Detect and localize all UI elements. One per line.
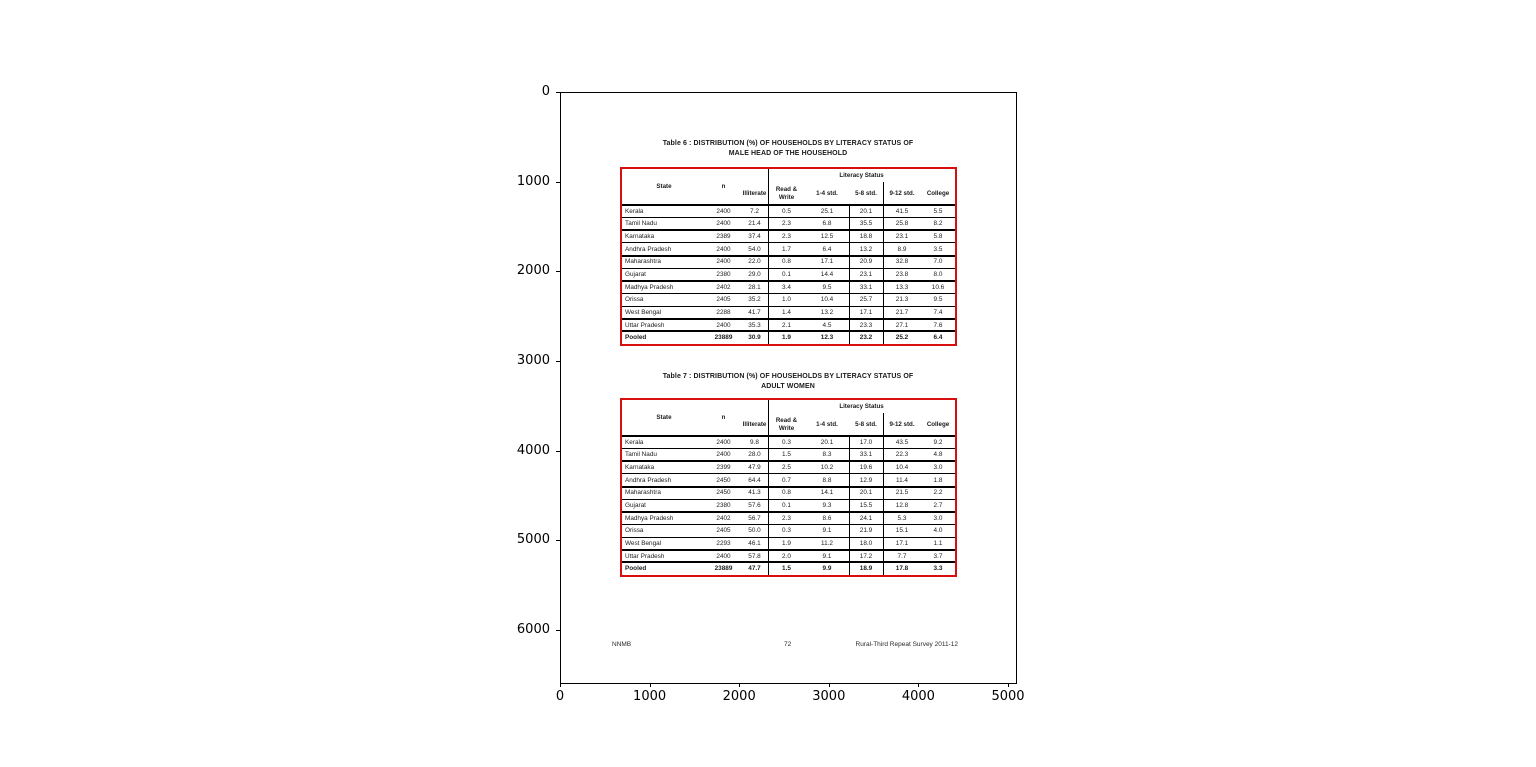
state-cell: Gujarat <box>625 270 646 278</box>
value-cell: 8.0 <box>933 270 943 278</box>
value-cell: 4.0 <box>933 527 943 535</box>
value-cell: 5.5 <box>933 207 943 215</box>
value-cell: 23.3 <box>859 321 873 329</box>
value-cell: 0.8 <box>782 489 791 497</box>
value-cell: 2400 <box>716 451 731 459</box>
value-cell: 41.7 <box>748 308 761 316</box>
value-cell: 28.0 <box>748 451 761 459</box>
table-row <box>622 319 955 332</box>
value-cell: 5.3 <box>897 514 907 522</box>
table-row <box>622 537 955 550</box>
state-cell: Andhra Pradesh <box>625 245 672 253</box>
column-header-read-write: Read & Write <box>775 186 798 201</box>
value-cell: 6.4 <box>933 334 943 342</box>
value-cell: 14.1 <box>820 489 834 497</box>
column-header-state: State <box>656 183 672 191</box>
table-row <box>622 205 955 218</box>
value-cell: 3.0 <box>933 464 943 472</box>
value-cell: 2400 <box>716 258 731 266</box>
y-tick-label: 0 <box>541 84 550 99</box>
table-row <box>622 524 955 537</box>
value-cell: 6.8 <box>822 220 832 228</box>
x-tick-label: 1000 <box>633 689 667 704</box>
column-header-n: n <box>721 183 726 191</box>
table6-title-line2: MALE HEAD OF THE HOUSEHOLD <box>728 149 848 157</box>
table-row <box>622 512 955 525</box>
value-cell: 18.0 <box>859 539 873 547</box>
value-cell: 2405 <box>716 296 731 304</box>
state-cell: Orissa <box>625 296 644 304</box>
value-cell: 17.1 <box>859 308 873 316</box>
table-row <box>622 268 955 281</box>
footer-right: Rural-Third Repeat Survey 2011-12 <box>855 641 958 648</box>
value-cell: 20.1 <box>859 207 873 215</box>
value-cell: 47.9 <box>748 464 761 472</box>
value-cell: 23.1 <box>859 270 873 278</box>
state-cell: Karnataka <box>625 464 655 472</box>
table7-title-line2: ADULT WOMEN <box>761 382 815 390</box>
table-row <box>622 218 955 231</box>
value-cell: 13.3 <box>895 283 909 291</box>
x-tick-label: 0 <box>555 689 565 704</box>
value-cell: 23.1 <box>895 233 909 241</box>
value-cell: 2293 <box>716 539 731 547</box>
y-tick-label: 3000 <box>516 352 550 368</box>
value-cell: 2389 <box>716 233 731 241</box>
value-cell: 0.3 <box>782 438 791 446</box>
x-tick-mark <box>829 683 830 687</box>
value-cell: 11.2 <box>821 539 833 547</box>
state-cell: Uttar Pradesh <box>625 552 665 560</box>
value-cell: 22.0 <box>748 258 761 266</box>
value-cell: 54.0 <box>748 245 761 253</box>
value-cell: 7.4 <box>933 308 943 316</box>
value-cell: 24.1 <box>859 514 873 522</box>
table-row <box>622 331 955 344</box>
value-cell: 3.3 <box>933 565 943 573</box>
x-tick-label: 4000 <box>901 689 935 704</box>
value-cell: 50.0 <box>748 527 761 535</box>
state-cell: West Bengal <box>625 308 662 316</box>
value-cell: 21.7 <box>895 308 909 316</box>
state-cell: Uttar Pradesh <box>625 321 665 329</box>
value-cell: 23889 <box>714 565 733 573</box>
table7-literacy-adult-women <box>620 398 957 577</box>
literacy-status-spanner: Literacy Status <box>839 171 884 179</box>
value-cell: 0.1 <box>782 501 791 509</box>
value-cell: 37.4 <box>748 233 761 241</box>
value-cell: 9.1 <box>822 552 832 560</box>
value-cell: 35.2 <box>748 296 761 304</box>
value-cell: 2400 <box>716 207 731 215</box>
value-cell: 25.8 <box>895 220 909 228</box>
value-cell: 18.9 <box>859 565 873 573</box>
value-cell: 32.8 <box>895 258 909 266</box>
x-tick-label: 3000 <box>812 689 846 704</box>
column-header-college: College <box>926 420 950 428</box>
table-row <box>622 449 955 462</box>
value-cell: 2400 <box>716 220 731 228</box>
value-cell: 1.5 <box>782 565 791 573</box>
value-cell: 2.5 <box>782 464 791 472</box>
value-cell: 1.9 <box>782 334 791 342</box>
value-cell: 21.5 <box>895 489 909 497</box>
value-cell: 1.5 <box>782 451 791 459</box>
footer-left: NNMB <box>612 641 632 648</box>
value-cell: 3.5 <box>933 245 943 253</box>
value-cell: 2288 <box>716 308 731 316</box>
value-cell: 0.5 <box>782 207 791 215</box>
value-cell: 7.7 <box>897 552 907 560</box>
value-cell: 2400 <box>716 552 731 560</box>
state-cell: Pooled <box>625 565 647 573</box>
state-cell: Kerala <box>625 438 644 446</box>
value-cell: 2400 <box>716 245 731 253</box>
value-cell: 23889 <box>714 334 733 342</box>
column-header-read-write: Read & Write <box>775 417 798 432</box>
value-cell: 9.5 <box>822 283 832 291</box>
state-cell: West Bengal <box>625 539 662 547</box>
value-cell: 12.9 <box>859 476 873 484</box>
state-cell: Tamil Nadu <box>625 220 657 228</box>
value-cell: 64.4 <box>748 476 761 484</box>
value-cell: 33.1 <box>859 283 873 291</box>
table6-title <box>608 139 968 158</box>
value-cell: 30.9 <box>748 334 761 342</box>
value-cell: 10.2 <box>820 464 834 472</box>
value-cell: 21.4 <box>748 220 761 228</box>
state-cell: Madhya Pradesh <box>625 283 674 291</box>
value-cell: 12.3 <box>820 334 834 342</box>
table-row <box>622 243 955 256</box>
value-cell: 8.8 <box>822 476 832 484</box>
x-tick-mark <box>918 683 919 687</box>
value-cell: 25.7 <box>859 296 873 304</box>
value-cell: 2405 <box>716 527 731 535</box>
value-cell: 2.0 <box>782 552 791 560</box>
value-cell: 1.1 <box>933 539 943 547</box>
y-tick-label: 5000 <box>516 532 550 548</box>
value-cell: 3.0 <box>933 514 943 522</box>
value-cell: 3.4 <box>782 283 791 291</box>
value-cell: 4.8 <box>933 451 943 459</box>
y-tick-mark <box>556 630 560 631</box>
table-row <box>622 499 955 512</box>
value-cell: 18.8 <box>859 233 873 241</box>
value-cell: 28.1 <box>748 283 761 291</box>
y-tick-label: 1000 <box>516 173 550 189</box>
value-cell: 35.5 <box>859 220 873 228</box>
value-cell: 47.7 <box>748 565 761 573</box>
value-cell: 23.2 <box>859 334 873 342</box>
value-cell: 41.3 <box>748 489 761 497</box>
column-header-9-12-std-: 9-12 std. <box>889 420 915 428</box>
value-cell: 0.8 <box>782 258 791 266</box>
value-cell: 7.2 <box>750 207 759 215</box>
value-cell: 2399 <box>716 464 731 472</box>
column-header-9-12-std-: 9-12 std. <box>889 189 915 197</box>
value-cell: 21.3 <box>895 296 909 304</box>
y-tick-mark <box>556 540 560 541</box>
column-header-illiterate: Illiterate <box>742 189 767 197</box>
state-cell: Tamil Nadu <box>625 451 657 459</box>
value-cell: 2.3 <box>782 220 791 228</box>
column-header-1-4-std-: 1-4 std. <box>816 420 838 428</box>
value-cell: 17.0 <box>859 438 873 446</box>
value-cell: 1.7 <box>782 245 791 253</box>
state-cell: Kerala <box>625 207 644 215</box>
x-tick-label: 5000 <box>991 689 1025 704</box>
value-cell: 5.8 <box>933 233 943 241</box>
y-tick-label: 4000 <box>516 442 550 458</box>
value-cell: 0.3 <box>782 527 791 535</box>
value-cell: 33.1 <box>859 451 873 459</box>
value-cell: 2.1 <box>782 321 791 329</box>
y-tick-label: 2000 <box>516 263 550 279</box>
table-row <box>622 562 955 575</box>
value-cell: 7.6 <box>933 321 943 329</box>
column-header-state: State <box>656 414 672 422</box>
y-tick-mark <box>556 451 560 452</box>
table-row <box>622 230 955 243</box>
value-cell: 2450 <box>716 489 731 497</box>
y-tick-mark <box>556 271 560 272</box>
value-cell: 10.4 <box>895 464 909 472</box>
value-cell: 8.3 <box>822 451 832 459</box>
state-cell: Madhya Pradesh <box>625 514 674 522</box>
table-row <box>622 550 955 563</box>
value-cell: 10.4 <box>820 296 834 304</box>
value-cell: 12.5 <box>820 233 834 241</box>
value-cell: 1.8 <box>933 476 943 484</box>
x-tick-mark <box>739 683 740 687</box>
value-cell: 2400 <box>716 321 731 329</box>
value-cell: 0.1 <box>782 270 791 278</box>
value-cell: 20.1 <box>820 438 834 446</box>
x-tick-mark <box>650 683 651 687</box>
state-cell: Gujarat <box>625 501 646 509</box>
value-cell: 23.8 <box>895 270 909 278</box>
table-row <box>622 436 955 449</box>
value-cell: 20.9 <box>859 258 873 266</box>
table6-title-line1: Table 6 : DISTRIBUTION (%) OF HOUSEHOLDS BY LITERACY STATUS OF <box>662 140 914 147</box>
plot-area <box>560 92 1017 684</box>
value-cell: 11.4 <box>896 476 908 484</box>
value-cell: 22.3 <box>895 451 909 459</box>
state-cell: Maharashtra <box>625 489 661 497</box>
column-header-5-8-std-: 5-8 std. <box>855 420 877 428</box>
value-cell: 56.7 <box>748 514 761 522</box>
table-row <box>622 281 955 294</box>
value-cell: 8.6 <box>822 514 832 522</box>
value-cell: 9.3 <box>822 501 832 509</box>
value-cell: 1.4 <box>782 308 791 316</box>
value-cell: 10.6 <box>931 283 945 291</box>
value-cell: 9.1 <box>822 527 832 535</box>
value-cell: 2.7 <box>933 501 943 509</box>
value-cell: 4.5 <box>822 321 832 329</box>
value-cell: 35.3 <box>748 321 761 329</box>
table6-literacy-male-head <box>620 167 957 346</box>
value-cell: 21.9 <box>859 527 873 535</box>
value-cell: 2.3 <box>782 233 791 241</box>
y-tick-mark <box>556 361 560 362</box>
x-tick-mark <box>560 683 561 687</box>
value-cell: 17.2 <box>859 552 873 560</box>
state-cell: Pooled <box>625 334 647 342</box>
value-cell: 12.8 <box>895 501 909 509</box>
value-cell: 2.2 <box>933 489 943 497</box>
value-cell: 15.1 <box>895 527 909 535</box>
value-cell: 15.5 <box>859 501 873 509</box>
value-cell: 13.2 <box>820 308 834 316</box>
value-cell: 19.6 <box>859 464 873 472</box>
value-cell: 41.5 <box>895 207 909 215</box>
table-row <box>622 306 955 319</box>
value-cell: 43.5 <box>895 438 909 446</box>
table-row <box>622 487 955 500</box>
value-cell: 0.7 <box>782 476 791 484</box>
value-cell: 9.8 <box>750 438 759 446</box>
footer-page-number: 72 <box>784 641 792 648</box>
value-cell: 2380 <box>716 270 731 278</box>
table-row <box>622 474 955 487</box>
value-cell: 9.5 <box>933 296 943 304</box>
value-cell: 9.2 <box>933 438 943 446</box>
value-cell: 17.1 <box>895 539 909 547</box>
value-cell: 2400 <box>716 438 731 446</box>
state-cell: Andhra Pradesh <box>625 476 672 484</box>
column-header-n: n <box>721 414 726 422</box>
value-cell: 2402 <box>716 514 731 522</box>
table7-title <box>608 372 968 391</box>
column-header-college: College <box>926 189 950 197</box>
state-cell: Karnataka <box>625 233 655 241</box>
value-cell: 6.4 <box>822 245 832 253</box>
value-cell: 7.0 <box>933 258 943 266</box>
value-cell: 3.7 <box>933 552 943 560</box>
column-header-5-8-std-: 5-8 std. <box>855 189 877 197</box>
value-cell: 17.1 <box>820 258 834 266</box>
value-cell: 20.1 <box>859 489 873 497</box>
table-row <box>622 256 955 269</box>
y-tick-mark <box>556 92 560 93</box>
value-cell: 25.2 <box>895 334 909 342</box>
value-cell: 2.3 <box>782 514 791 522</box>
value-cell: 9.9 <box>822 565 832 573</box>
column-header-illiterate: Illiterate <box>742 420 767 428</box>
x-tick-mark <box>1008 683 1009 687</box>
value-cell: 2402 <box>716 283 731 291</box>
value-cell: 1.9 <box>782 539 791 547</box>
value-cell: 57.8 <box>748 552 761 560</box>
table-row <box>622 293 955 306</box>
value-cell: 46.1 <box>748 539 761 547</box>
value-cell: 8.2 <box>933 220 943 228</box>
value-cell: 2380 <box>716 501 731 509</box>
value-cell: 8.9 <box>897 245 907 253</box>
value-cell: 57.6 <box>748 501 761 509</box>
state-cell: Maharashtra <box>625 258 661 266</box>
table-row <box>622 461 955 474</box>
state-cell: Orissa <box>625 527 644 535</box>
value-cell: 13.2 <box>859 245 873 253</box>
table7-title-line1: Table 7 : DISTRIBUTION (%) OF HOUSEHOLDS BY LITERACY STATUS OF <box>662 373 914 380</box>
value-cell: 1.0 <box>782 296 791 304</box>
x-tick-label: 2000 <box>722 689 756 704</box>
y-tick-label: 6000 <box>516 621 550 637</box>
value-cell: 25.1 <box>820 207 834 215</box>
value-cell: 29.0 <box>748 270 761 278</box>
value-cell: 2450 <box>716 476 731 484</box>
value-cell: 14.4 <box>820 270 834 278</box>
value-cell: 27.1 <box>895 321 909 329</box>
literacy-status-spanner: Literacy Status <box>839 402 884 410</box>
value-cell: 17.8 <box>895 565 909 573</box>
y-tick-mark <box>556 182 560 183</box>
column-header-1-4-std-: 1-4 std. <box>816 189 838 197</box>
